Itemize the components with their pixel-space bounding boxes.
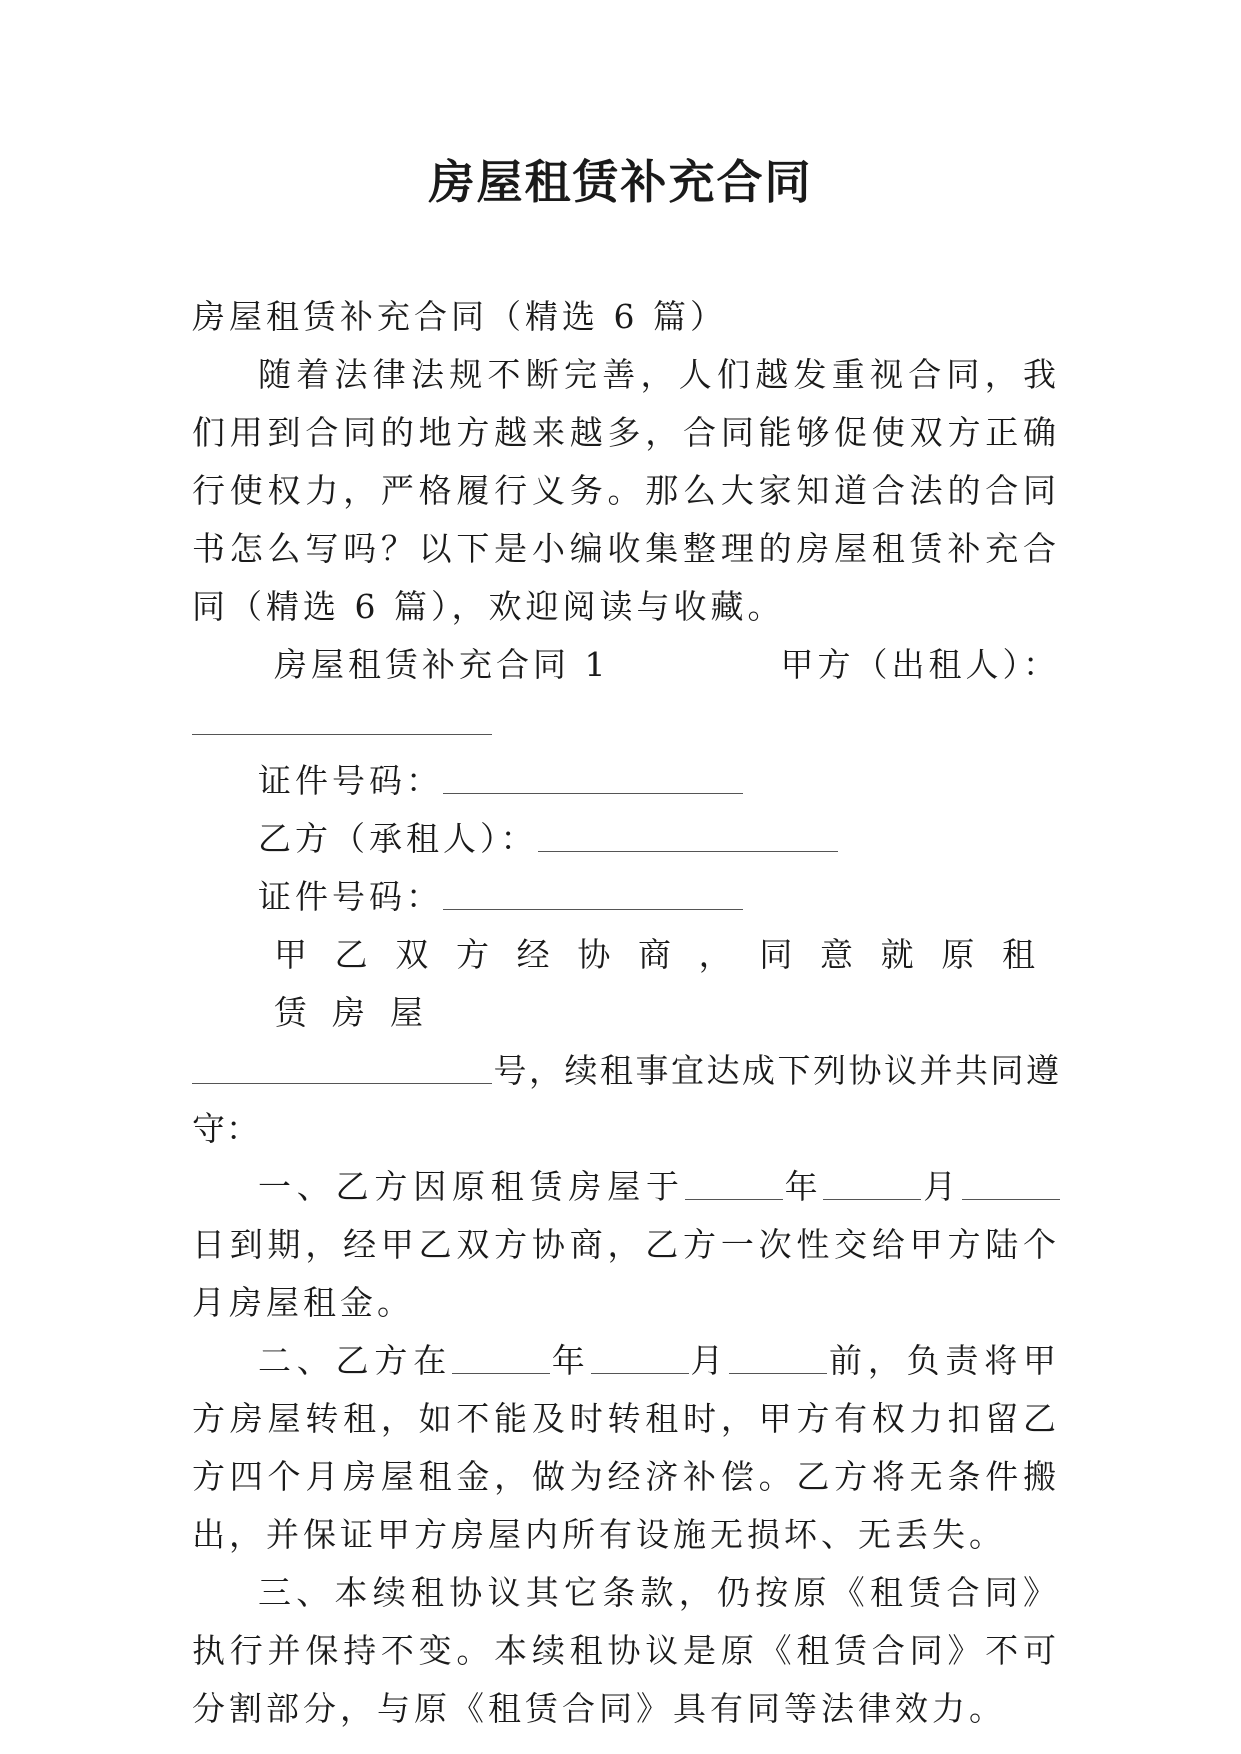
party-a-blank-line [192,694,1060,752]
clause-1-month-blank [823,1169,921,1200]
clause-2-suffix: 前，负责将甲方房屋转租，如不能及时转租时，甲方有权力扣留乙方四个月房屋租金，做为经济补偿。乙方将无条件搬出，并保证甲方房屋内所有设施无损坏、无丢失。 [192,1341,1061,1554]
contract-1-label: 房屋租赁补充合同 1 [274,645,610,684]
clause-1-suffix: 日到期，经甲乙双方协商，乙方一次性交给甲方陆个月房屋租金。 [192,1225,1060,1322]
clause-1-month-label: 月 [921,1167,963,1206]
clause-1 [192,1158,1060,1332]
id-a-line [192,752,1060,810]
document-body [192,288,1060,1738]
clause-2-prefix: 二、乙方在 [258,1341,452,1380]
id-a-label: 证件号码： [258,761,443,800]
clause-2-year-blank [452,1343,550,1374]
id-b-blank [443,879,743,910]
contract-1-heading [192,636,1060,694]
clause-2-month-blank [591,1343,689,1374]
party-a-blank [192,694,492,735]
party-a-label: 甲方（出租人）： [780,645,1060,684]
party-b-line [192,810,1060,868]
clause-1-year-label: 年 [782,1167,824,1206]
clause-1-day-blank [962,1169,1060,1200]
clause-2 [192,1332,1060,1564]
id-b-line [192,868,1060,926]
negotiation-suffix: 号，续租事宜达成下列协议并共同遵守： [192,1051,1060,1148]
negotiation-line-2 [192,1042,1060,1158]
clause-1-prefix: 一、乙方因原租赁房屋于 [258,1167,685,1206]
clause-1-year-blank [685,1169,783,1200]
property-address-blank [192,1053,492,1084]
party-b-blank [538,821,838,852]
clause-2-day-blank [729,1343,827,1374]
clause-2-year-label: 年 [550,1341,591,1380]
clause-2-month-label: 月 [688,1341,730,1380]
negotiation-line-1: 甲乙双方经协商，同意就原租赁房屋 [274,935,1060,1032]
id-b-label: 证件号码： [258,877,443,916]
clause-3: 三、本续租协议其它条款，仍按原《租赁合同》执行并保持不变。本续租协议是原《租赁合同》不可分割部分，与原《租赁合同》具有同等法律效力。 [192,1573,1060,1728]
party-b-label: 乙方（承租人）： [258,819,538,858]
subtitle: 房屋租赁补充合同（精选 6 篇） [192,297,727,336]
id-a-blank [443,763,743,794]
intro-paragraph: 随着法律法规不断完善，人们越发重视合同，我们用到合同的地方越来越多，合同能够促使双方正确行使权力，严格履行义务。那么大家知道合法的合同书怎么写吗？以下是小编收集整理的房屋租赁补充合同（精选 6 篇），欢迎阅读与收藏。 [192,355,1060,626]
document-title: 房屋租赁补充合同 [428,155,813,209]
